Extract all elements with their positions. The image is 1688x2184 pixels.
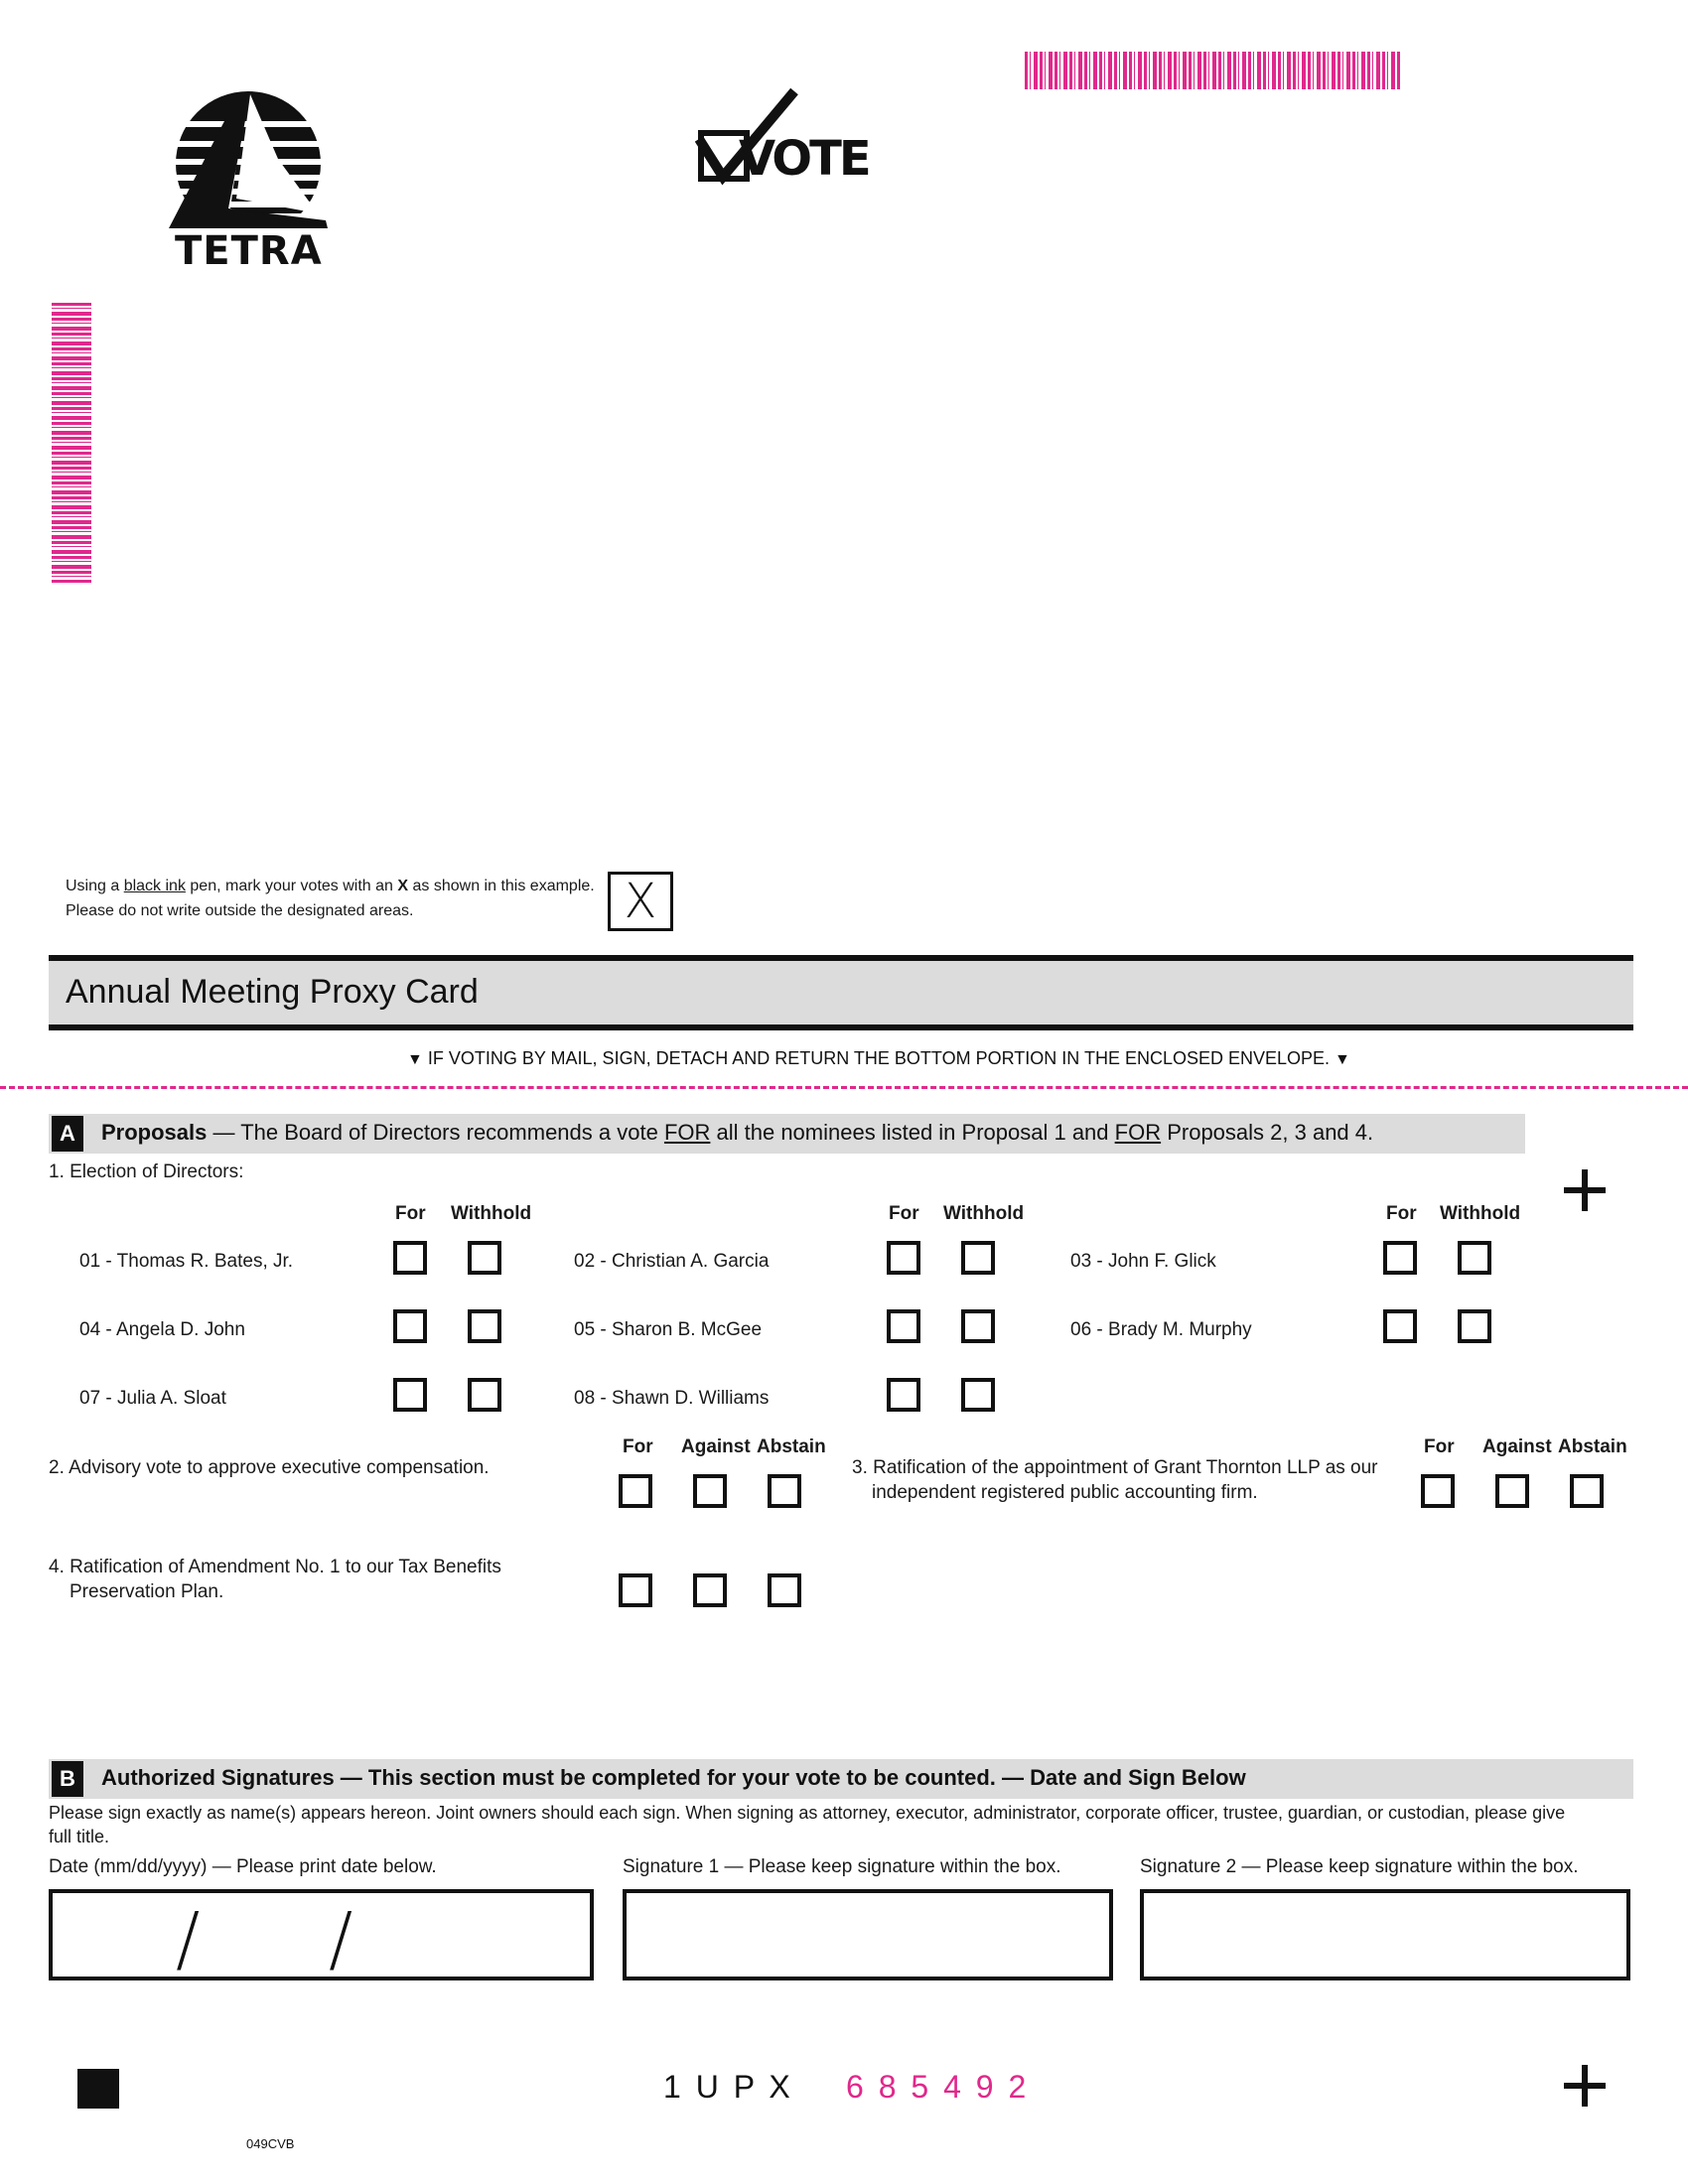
tetra-logo-text: TETRA: [175, 228, 323, 274]
signature-2-box[interactable]: [1140, 1889, 1630, 1980]
instructions-line-2: Please do not write outside the designated areas.: [66, 902, 414, 919]
tetra-logo: [169, 89, 338, 273]
nominee-label: 01 - Thomas R. Bates, Jr.: [79, 1251, 294, 1272]
example-x-mark: X: [624, 874, 657, 929]
nominee-04-for-checkbox[interactable]: [393, 1309, 427, 1343]
col-withhold-3: Withhold: [1440, 1203, 1521, 1224]
triangle-down-icon: ▼: [407, 1051, 423, 1068]
footer-number: 6 8 5 4 9 2: [846, 2069, 1030, 2105]
nominee-label: 02 - Christian A. Garcia: [574, 1251, 770, 1272]
proposal-3-against-checkbox[interactable]: [1495, 1474, 1529, 1508]
registration-plus-icon: [1564, 1169, 1606, 1211]
nominee-04-withhold-checkbox[interactable]: [468, 1309, 501, 1343]
tetra-logo-icon: [169, 89, 338, 238]
proposal-4-against-checkbox[interactable]: [693, 1573, 727, 1607]
nominee-label: 06 - Brady M. Murphy: [1070, 1319, 1252, 1340]
nominee-label: 03 - John F. Glick: [1070, 1251, 1216, 1272]
nominee-01-withhold-checkbox[interactable]: [468, 1241, 501, 1275]
col-for-2: For: [889, 1203, 919, 1224]
signature-1-box[interactable]: [623, 1889, 1113, 1980]
top-barcode: [1025, 52, 1402, 89]
vote-logo-text: VOTE: [739, 131, 869, 187]
nominee-02-for-checkbox[interactable]: [887, 1241, 920, 1275]
section-b-title: Authorized Signatures — This section must be completed for your vote to be counted. — Date and Sign Below: [101, 1765, 1246, 1790]
nominee-label: 08 - Shawn D. Williams: [574, 1388, 770, 1409]
col-withhold-2: Withhold: [943, 1203, 1025, 1224]
proposal-2-label: 2. Advisory vote to approve executive compensation.: [49, 1457, 490, 1478]
section-a-title: Proposals — The Board of Directors recommends a vote FOR all the nominees listed in Proposal 1 and FOR Proposals 2, 3 and 4.: [101, 1120, 1374, 1145]
proposal-3-label-line-2: independent registered public accounting firm.: [872, 1482, 1258, 1503]
proposal-4-abstain-checkbox[interactable]: [768, 1573, 801, 1607]
proposal-3-abstain-checkbox[interactable]: [1570, 1474, 1604, 1508]
proposal-3-label-line-1: 3. Ratification of the appointment of Grant Thornton LLP as our: [852, 1457, 1378, 1478]
col-for-p3: For: [1424, 1436, 1455, 1457]
col-withhold-1: Withhold: [451, 1203, 532, 1224]
example-mark-box: [608, 872, 673, 931]
mail-notice: ▼ IF VOTING BY MAIL, SIGN, DETACH AND RETURN THE BOTTOM PORTION IN THE ENCLOSED ENVELOPE. ▼: [407, 1048, 1350, 1068]
col-against-p3: Against: [1482, 1436, 1552, 1457]
nominee-07-for-checkbox[interactable]: [393, 1378, 427, 1412]
nominee-03-for-checkbox[interactable]: [1383, 1241, 1417, 1275]
nominee-08-for-checkbox[interactable]: [887, 1378, 920, 1412]
triangle-down-icon: ▼: [1335, 1051, 1350, 1068]
proposal-4-label-line-2: Preservation Plan.: [70, 1581, 224, 1602]
registration-plus-icon: [1564, 2065, 1606, 2107]
instructions-line-1: Using a black ink pen, mark your votes with an X as shown in this example.: [66, 878, 595, 894]
side-barcode: [52, 303, 91, 583]
proposal-3-for-checkbox[interactable]: [1421, 1474, 1455, 1508]
nominee-02-withhold-checkbox[interactable]: [961, 1241, 995, 1275]
col-abstain-p3: Abstain: [1558, 1436, 1627, 1457]
date-separator: /: [329, 1897, 353, 1980]
nominee-07-withhold-checkbox[interactable]: [468, 1378, 501, 1412]
section-a-letter: A: [52, 1116, 83, 1152]
proposal-2-abstain-checkbox[interactable]: [768, 1474, 801, 1508]
nominee-label: 04 - Angela D. John: [79, 1319, 245, 1340]
proposal-2-for-checkbox[interactable]: [619, 1474, 652, 1508]
section-b-letter: B: [52, 1761, 83, 1797]
footer-code: 1 U P X: [663, 2069, 793, 2105]
detach-line: [0, 1086, 1688, 1089]
nominee-06-for-checkbox[interactable]: [1383, 1309, 1417, 1343]
col-for-p2: For: [623, 1436, 653, 1457]
signature-1-label: Signature 1 — Please keep signature within the box.: [623, 1856, 1061, 1877]
card-title: Annual Meeting Proxy Card: [66, 973, 479, 1011]
proposal-2-against-checkbox[interactable]: [693, 1474, 727, 1508]
section-b-instructions-line-1: Please sign exactly as name(s) appears hereon. Joint owners should each sign. When signing as attorney, executor, administrator, corporate officer, trustee, guardian, or custodian, please give: [49, 1803, 1566, 1823]
col-abstain-p2: Abstain: [757, 1436, 826, 1457]
nominee-06-withhold-checkbox[interactable]: [1458, 1309, 1491, 1343]
nominee-label: 07 - Julia A. Sloat: [79, 1388, 226, 1409]
vote-logo: [695, 87, 869, 192]
date-label: Date (mm/dd/yyyy) — Please print date below.: [49, 1856, 437, 1877]
nominee-08-withhold-checkbox[interactable]: [961, 1378, 995, 1412]
nominee-01-for-checkbox[interactable]: [393, 1241, 427, 1275]
date-separator: /: [176, 1897, 201, 1980]
title-rule-bottom: [49, 1024, 1633, 1030]
section-b-instructions-line-2: full title.: [49, 1827, 110, 1846]
signature-2-label: Signature 2 — Please keep signature within the box.: [1140, 1856, 1579, 1877]
proposal-4-label-line-1: 4. Ratification of Amendment No. 1 to our Tax Benefits: [49, 1557, 501, 1577]
col-for-1: For: [395, 1203, 426, 1224]
corner-square-mark: [77, 2069, 119, 2109]
col-against-p2: Against: [681, 1436, 751, 1457]
proposal-4-for-checkbox[interactable]: [619, 1573, 652, 1607]
nominee-05-for-checkbox[interactable]: [887, 1309, 920, 1343]
nominee-03-withhold-checkbox[interactable]: [1458, 1241, 1491, 1275]
nominee-05-withhold-checkbox[interactable]: [961, 1309, 995, 1343]
footer-small-code: 049CVB: [246, 2136, 295, 2151]
election-label: 1. Election of Directors:: [49, 1161, 244, 1182]
col-for-3: For: [1386, 1203, 1417, 1224]
date-input-box[interactable]: [49, 1889, 594, 1980]
nominee-label: 05 - Sharon B. McGee: [574, 1319, 763, 1340]
